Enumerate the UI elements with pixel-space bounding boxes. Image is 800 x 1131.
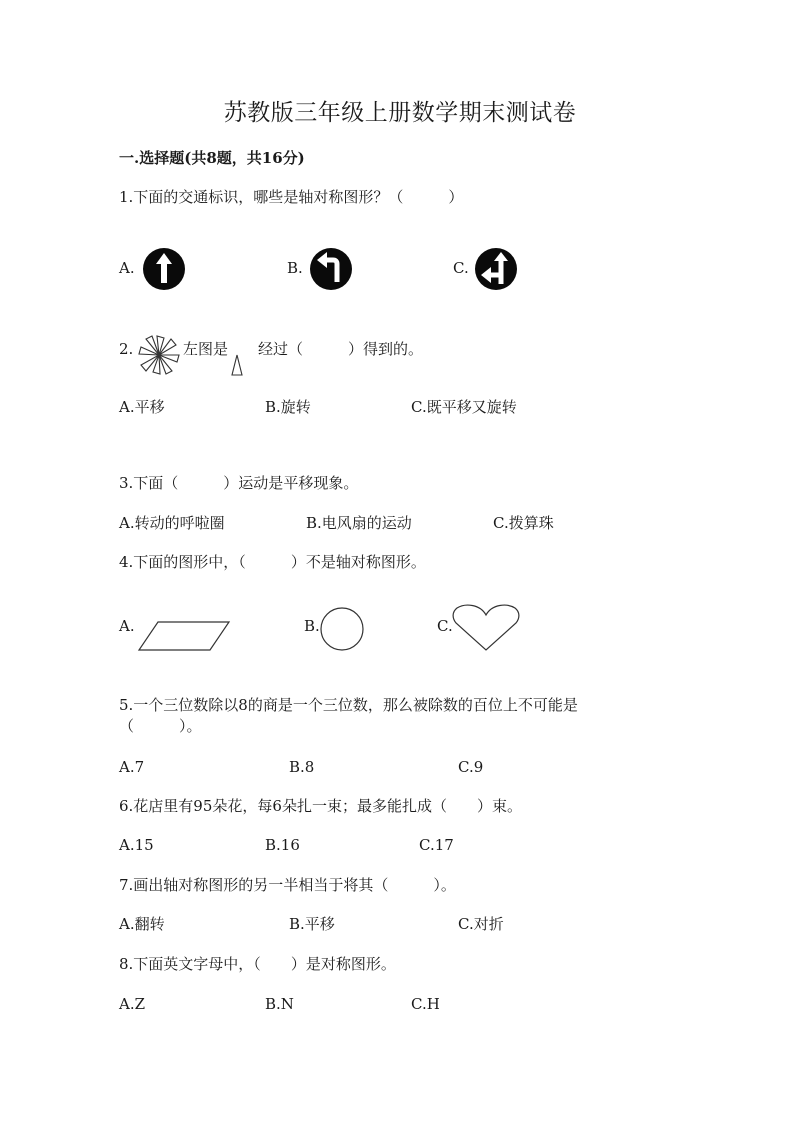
q4-option-a-label: A.	[119, 617, 135, 635]
q3-option-b: B.电风扇的运动	[306, 514, 412, 532]
q8-option-c: C.H	[411, 995, 440, 1013]
question-5-stem: 5.一个三位数除以8的商是一个三位数，那么被除数的百位上不可能是	[119, 696, 578, 714]
q2-option-a: A.平移	[119, 398, 165, 416]
q8-option-b: B.N	[265, 995, 294, 1013]
q7-option-a: A.翻转	[119, 915, 165, 933]
q5-option-a: A.7	[119, 758, 145, 776]
q4-option-b-label: B.	[304, 617, 320, 635]
circle-icon	[319, 605, 365, 653]
q8-option-a: A.Z	[119, 995, 146, 1013]
q6-option-c: C.17	[419, 836, 454, 854]
q6-option-b: B.16	[265, 836, 300, 854]
question-4-stem: 4.下面的图形中，（ ）不是轴对称图形。	[119, 553, 426, 571]
question-2-middle-text: 左图是	[183, 340, 229, 358]
question-1-stem: 1.下面的交通标识，哪些是轴对称图形？（ ）	[119, 188, 464, 206]
question-7-stem: 7.画出轴对称图形的另一半相当于将其（ ）。	[119, 876, 456, 894]
question-2-number: 2.	[119, 340, 134, 358]
q1-option-a-label: A.	[119, 259, 135, 277]
straight-or-left-sign-icon	[474, 247, 518, 291]
turn-left-sign-icon	[309, 247, 353, 291]
question-2-suffix-text: 经过（ ）得到的。	[258, 340, 424, 358]
q3-option-a: A.转动的呼啦圈	[119, 514, 225, 532]
q1-option-c-label: C.	[453, 259, 469, 277]
q4-option-c-label: C.	[437, 617, 453, 635]
q5-option-c: C.9	[458, 758, 484, 776]
q6-option-a: A.15	[119, 836, 154, 854]
q2-option-b: B.旋转	[265, 398, 311, 416]
heart-icon	[451, 603, 521, 653]
windmill-figure-icon	[136, 334, 182, 376]
q7-option-b: B.平移	[289, 915, 335, 933]
section-heading: 一.选择题(共8题，共16分)	[119, 149, 305, 167]
question-6-stem: 6.花店里有95朵花，每6朵扎一束；最多能扎成（ ）束。	[119, 797, 522, 815]
question-3-stem: 3.下面（ ）运动是平移现象。	[119, 474, 359, 492]
question-8-stem: 8.下面英文字母中，（ ）是对称图形。	[119, 955, 396, 973]
q3-option-c: C.拨算珠	[493, 514, 554, 532]
q7-option-c: C.对折	[458, 915, 504, 933]
q1-option-b-label: B.	[287, 259, 303, 277]
question-5-stem-line2: （ ）。	[119, 717, 202, 735]
triangle-blade-icon	[230, 354, 244, 376]
parallelogram-icon	[136, 619, 232, 653]
up-arrow-sign-icon	[142, 247, 186, 291]
q2-option-c: C.既平移又旋转	[411, 398, 517, 416]
q5-option-b: B.8	[289, 758, 315, 776]
page-title: 苏教版三年级上册数学期末测试卷	[223, 100, 577, 126]
